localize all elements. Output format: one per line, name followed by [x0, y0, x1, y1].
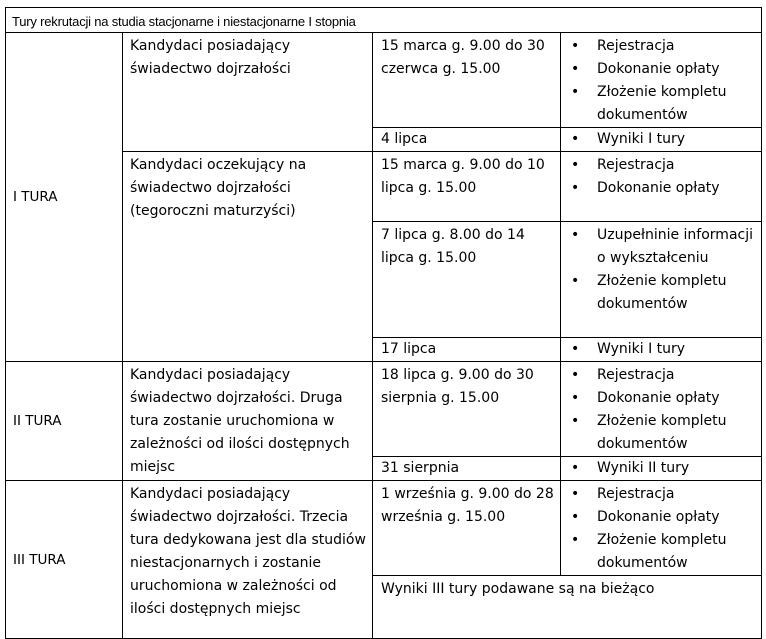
round-2-candidates: Kandydaci posiadający świadectwo dojrzałości. Druga tura zostanie uruchomiona w zależności od ilości dostępnych miejsc — [123, 362, 373, 481]
recruitment-table — [5, 7, 762, 639]
round-1-group-2-actions-1 — [561, 152, 762, 222]
list-item: • Złożenie kompletu dokumentów — [561, 529, 761, 575]
round-1-label: I TURA — [6, 33, 123, 362]
round-3-candidates: Kandydaci posiadający świadectwo dojrzałości. Trzecia tura dedykowana jest dla studiów niestacjonarnych i zostanie uruchomiona w zależności od ilości dostępnych miejsc — [123, 481, 373, 639]
round-1-group-2-results-date: 17 lipca — [373, 338, 561, 362]
round-3-actions — [561, 481, 762, 576]
round-1-group-1-results-date: 4 lipca — [373, 128, 561, 152]
list-item: • Dokonanie opłaty — [561, 177, 761, 200]
round-2-results-date: 31 sierpnia — [373, 457, 561, 481]
round-1-group-2-actions-2 — [561, 222, 762, 338]
round-1-group-1-actions — [561, 33, 762, 128]
round-1-group-2-period-2: 7 lipca g. 8.00 do 14 lipca g. 15.00 — [373, 222, 561, 338]
round-2-results — [561, 457, 762, 481]
list-item: • Złożenie kompletu dokumentów — [561, 81, 761, 127]
list-item: • Wyniki I tury — [561, 128, 761, 151]
list-item: • Rejestracja — [561, 364, 761, 387]
round-1-group-1-candidates: Kandydaci posiadający świadectwo dojrzałości — [123, 33, 373, 152]
list-item: • Złożenie kompletu dokumentów — [561, 270, 761, 316]
list-item: • Dokonanie opłaty — [561, 58, 761, 81]
round-1-group-1-results — [561, 128, 762, 152]
round-2-label: II TURA — [6, 362, 123, 481]
list-item: • Rejestracja — [561, 154, 761, 177]
list-item: • Uzupełninie informacji o wykształceniu — [561, 224, 761, 270]
list-item: • Wyniki II tury — [561, 457, 761, 480]
list-item: • Wyniki I tury — [561, 338, 761, 361]
round-3-period: 1 września g. 9.00 do 28 września g. 15.00 — [373, 481, 561, 576]
list-item: • Złożenie kompletu dokumentów — [561, 410, 761, 456]
table-title: Tury rekrutacji na studia stacjonarne i niestacjonarne I stopnia — [6, 8, 762, 33]
round-3-results-note: Wyniki III tury podawane są na bieżąco — [373, 576, 762, 639]
list-item: • Rejestracja — [561, 483, 761, 506]
round-1-group-2-period-1: 15 marca g. 9.00 do 10 lipca g. 15.00 — [373, 152, 561, 222]
round-3-label: III TURA — [6, 481, 123, 639]
list-item: • Rejestracja — [561, 35, 761, 58]
round-1-group-1-period: 15 marca g. 9.00 do 30 czerwca g. 15.00 — [373, 33, 561, 128]
round-2-actions — [561, 362, 762, 457]
list-item: • Dokonanie opłaty — [561, 506, 761, 529]
round-2-period: 18 lipca g. 9.00 do 30 sierpnia g. 15.00 — [373, 362, 561, 457]
list-item: • Dokonanie opłaty — [561, 387, 761, 410]
round-1-group-2-candidates: Kandydaci oczekujący na świadectwo dojrzałości (tegoroczni maturzyści) — [123, 152, 373, 362]
round-1-group-2-results — [561, 338, 762, 362]
